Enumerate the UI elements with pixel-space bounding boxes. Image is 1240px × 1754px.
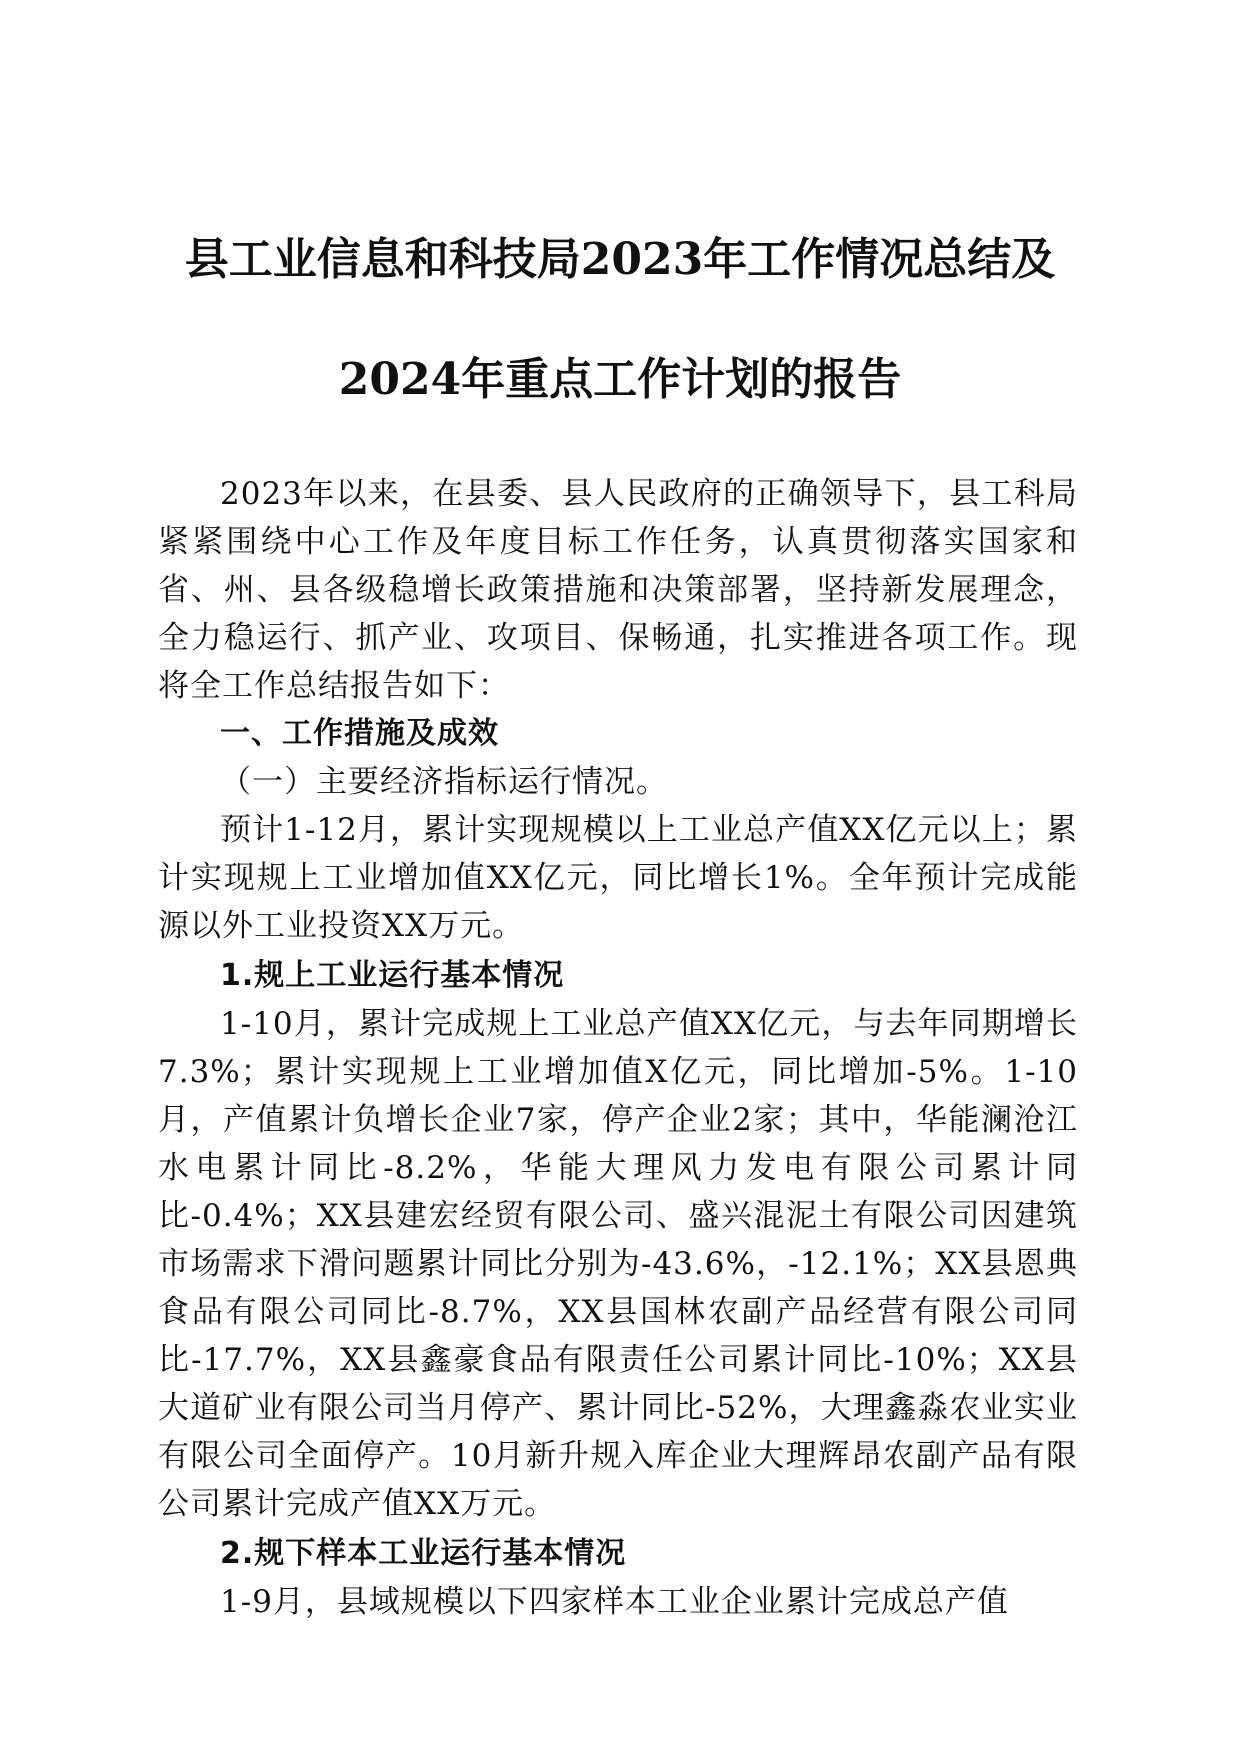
forecast-paragraph: 预计1-12月，累计实现规模以上工业总产值XX亿元以上；累计实现规上工业增加值XX亿元，同比增长1%。全年预计完成能源以外工业投资XX万元。 bbox=[158, 812, 1078, 944]
above-scale-industry-paragraph: 1-10月，累计完成规上工业总产值XX亿元，与去年同期增长7.3%；累计实现规上工业增加值X亿元，同比增加-5%。1-10月，产值累计负增长企业7家，停产企业2家；其中，华能澜沧江水电累计同比-8.2%，华能大理风力发电有限公司累计同比-0.4%；XX县建宏经贸有限公司、盛兴混泥土有限公司因建筑市场需求下滑问题累计同比分别为-43.6%，-12.1%；XX县恩典食品有限公司同比-8.7%，XX县国林农副产品经营有限公司同比-17.7%，XX县鑫豪食品有限责任公司累计同比-10%；XX县大道矿业有限公司当月停产、累计同比-52%，大理鑫淼农业实业有限公司全面停产。10月新升规入库企业大理辉昂农副产品有限公司累计完成产值XX万元。 bbox=[158, 1006, 1078, 1522]
subsection-heading-economic-indicators: （一）主要经济指标运行情况。 bbox=[220, 764, 668, 800]
item-heading-below-scale-industry: 2.规下样本工业运行基本情况 bbox=[220, 1536, 627, 1571]
document-body bbox=[158, 470, 1078, 1626]
document-title-line-1: 县工业信息和科技局2023年工作情况总结及 bbox=[184, 234, 1056, 285]
below-scale-industry-paragraph: 1-9月，县域规模以下四家样本工业企业累计完成总产值 bbox=[220, 1584, 1009, 1620]
intro-paragraph: 2023年以来，在县委、县人民政府的正确领导下，县工科局紧紧围绕中心工作及年度目标工作任务，认真贯彻落实国家和省、州、县各级稳增长政策措施和决策部署，坚持新发展理念，全力稳运行、抓产业、攻项目、保畅通，扎实推进各项工作。现将全工作总结报告如下： bbox=[158, 476, 1078, 704]
item-heading-above-scale-industry: 1.规上工业运行基本情况 bbox=[220, 958, 565, 993]
document-title-line-2: 2024年重点工作计划的报告 bbox=[338, 354, 902, 405]
section-heading-work-measures: 一、工作措施及成效 bbox=[220, 716, 499, 751]
